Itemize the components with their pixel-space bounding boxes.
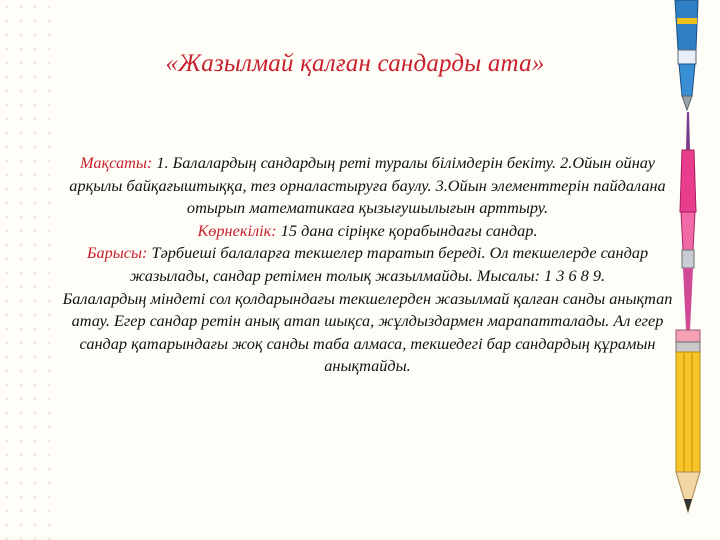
fountain-pen-icon [675,0,698,110]
body-text [55,152,680,378]
procedure-text: Тәрбиеші балаларға текшелер таратып береді. Ол текшелерде сандар жазылады, сандар ретімен толық жазылмайды. Мысалы: 1 3 6 8 9. [129,243,649,285]
dotted-border [0,0,60,540]
stationery-decoration [640,0,720,540]
goal-label: Мақсаты: [80,153,153,172]
pencil-icon [676,330,700,512]
task-paragraph: Балалардың міндеті сол қолдарындағы текшелерден жазылмай қалған санды анықтап атау. Егер сандар ретін анық атап шықса, жұлдыздармен марапатталады. Ал егер сандар қатарындағы жоқ санды таба алмаса, текшедегі бар сандардың құрамын анықтайды. [62,288,673,376]
procedure-label: Барысы: [86,243,148,263]
materials-label: Көрнекілік: [197,220,277,240]
paintbrush-icon [680,112,696,330]
page-title: «Жазылмай қалған сандарды ата» [165,50,545,77]
materials-text: 15 дана сіріңке қорабындағы сандар. [276,220,538,240]
goal-text: 1. Балалардың сандардың реті туралы білімдерін бекіту. 2.Ойын ойнау арқылы байқағыштыққа, тез орналастыруға баулу. 3.Ойын элементтерін пайдалана отырып математикаға қызығушылығын арттыру. [69,153,666,218]
